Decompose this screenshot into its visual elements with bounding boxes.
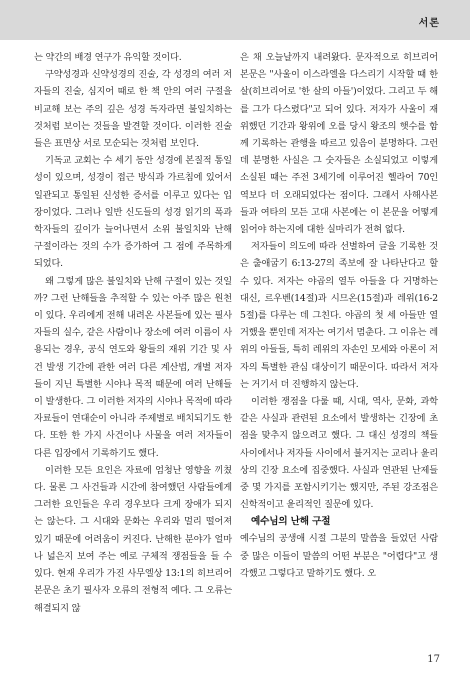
paragraph: 구약성경과 신약성경의 진술, 각 성경의 여러 저자들의 진술, 심지어 때로 한 책 안의 여러 구절을 비교해 보는 주의 깊은 성경 독자라면 불일치하는 것처럼 보이는 것들을 발견할 것이다. 이러한 진술들은 표면상 서로 모순되는 것처럼 보인다.: [34, 69, 232, 150]
paragraph: 는 약간의 배경 연구가 유익할 것이다.: [34, 52, 182, 63]
paragraph: 저자들이 의도에 따라 선별하여 글을 기록한 것은 출애굽기 6:13-27의 족보에 잘 나타난다고 할 수 있다. 저자는 야곱의 열두 아들을 다 거명하는 대신, 르우벤(14절)과 시므온(15절)과 레위(16-25절)를 다루는 데 그친다. 야곱의 첫 세 아들만 열거했을 뿐인데 저자는 여기서 멈춘다. 그 이유는 레위의 아들들, 특히 레위의 자손인 모세와 아론이 저자의 특별한 관심 대상이기 때문이다. 따라서 저자는 거기서 더 진행하지 않는다.: [240, 241, 438, 390]
section-heading: 예수님의 난해 구절: [251, 516, 331, 528]
paragraph: 기독교 교회는 수 세기 동안 성경에 본질적 통일성이 있으며, 성경이 접근 방식과 가르침에 있어서 일관되고 통일된 신성한 증서를 이루고 있다는 입장이었다. 그러나 일반 신도들의 성경 읽기의 폭과 학자들의 깊이가 늘어나면서 소위 불일치와 난해 구절이라는 것의 수가 증가하여 그 점에 주목하게 되었다.: [34, 155, 232, 270]
header-bar: [0, 0, 470, 40]
paragraph: 예수님의 공생애 시절 그분의 말씀을 들었던 사람 중 많은 이들이 말씀의 어떤 부분은 "어렵다"고 생각했고 그렇다고 말하기도 했다. 오: [240, 533, 438, 579]
paragraph: 이러한 모든 요인은 자료에 엄청난 영향을 끼쳤다. 물론 그 사건들과 시간에 참여했던 사람들에게 그러한 요인들은 우리 경우보다 크게 장애가 되지는 않는다. 그 시대와 문화는 우리와 멀리 떨어져 있기 때문에 어려움이 커진다. 난해한 분야가 얼마나 넓은지 보여 주는 예로 구체적 쟁점들을 들 수 있다. 현재 우리가 가진 사무엘상 13:1의 히브리어 본문은 초기 필사자 오류의 전형적 예다. 그 오류는 해결되지 않: [34, 464, 232, 614]
page-number: 17: [427, 654, 440, 665]
paragraph: 왜 그렇게 많은 불일치와 난해 구절이 있는 것일까? 그런 난해들을 추적할 수 있는 아주 많은 원천이 있다. 우리에게 전해 내려온 사본들에 있는 필사자들의 실수, 같은 사람이나 장소에 여러 이름이 사용되는 경우, 공식 연도와 왕들의 재위 기간 및 사건 발생 기간에 관한 여러 다른 계산법, 개별 저자들이 지닌 특별한 시야나 목적 때문에 여러 난해들이 발생한다. 그 이러한 저자의 시야나 목적에 따라 자료들이 연대순이 아니라 주제별로 배치되기도 한다. 또한 한 가지 사건이나 사물을 여러 저자들이 다른 입장에서 기록하기도 했다.: [34, 275, 232, 459]
left-column: [34, 49, 232, 617]
paragraph: 은 채 오늘날까지 내려왔다. 문자적으로 히브리어 본문은 "사울이 이스라엘을 다스리기 시작할 때 한 살(히브리어로 '한 살의 아들')이었다. 그리고 두 해를 그가 다스렸다"고 되어 있다. 저자가 사울이 재위했던 기간과 왕위에 오를 당시 왕조의 햇수를 함께 기록하는 관행을 따르고 있음이 분명하다. 그런데 분명한 사실은 그 숫자들은 소실되었고 이렇게 소실된 때는 주전 3세기에 이루어진 헬라어 70인역보다 더 오래되었다는 점이다. 그래서 사해사본들과 여타의 모든 고대 사본에는 이 본문을 어떻게 읽어야 하는지에 대한 실마리가 전혀 없다.: [240, 52, 438, 236]
right-column: [240, 49, 438, 582]
paragraph: 이러한 쟁점을 다룰 때, 시대, 역사, 문화, 과학 같은 사실과 관련된 요소에서 발생하는 긴장에 초점을 맞추지 않으려고 했다. 그 대신 성경의 책들 사이에서나 저자들 사이에서 불거지는 교리나 윤리상의 긴장 요소에 집중했다. 사실과 연관된 난제들 중 몇 가지를 포함시키기는 했지만, 주된 강조점은 신학적이고 윤리적인 질문에 있다.: [240, 396, 438, 511]
section-label: 서론: [418, 18, 440, 29]
